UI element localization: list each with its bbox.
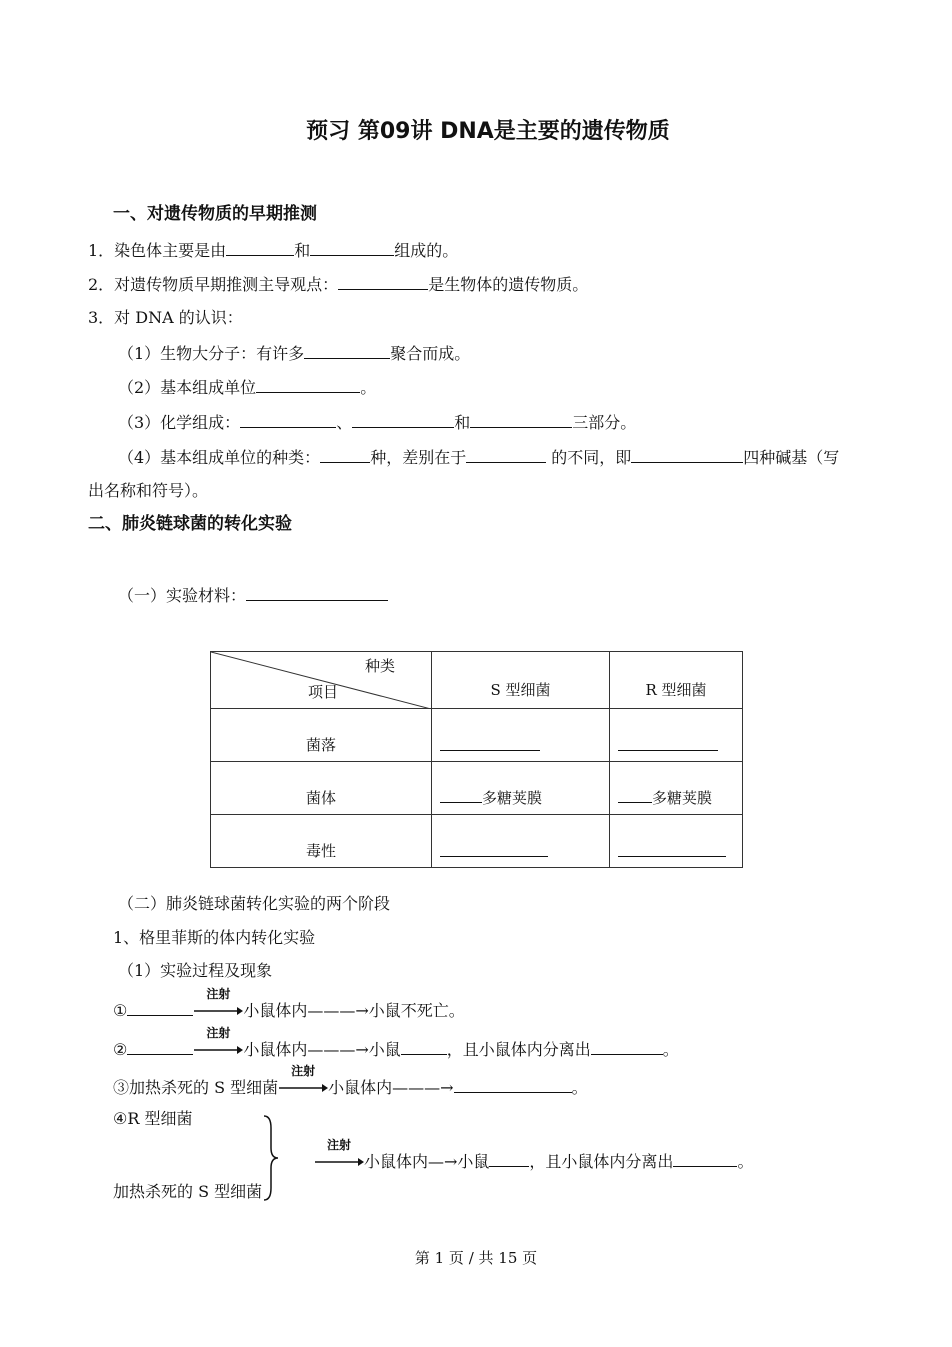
answer-blank[interactable] (618, 734, 718, 751)
page-title: 预习 第09讲 DNA是主要的遗传物质 (306, 119, 670, 144)
question-3-3: （3）化学组成： 、 和 三部分。 (118, 413, 637, 432)
row-label: 毒性 (211, 815, 432, 868)
question-3-4: （4）基本组成单位的种类： 种，差别在于 的不同，即 四种碱基（写 (118, 448, 840, 467)
table-cell (432, 815, 610, 868)
experiment-3: ③加热杀死的 S 型细菌 注射 小鼠体内———→ 。 (113, 1064, 588, 1097)
answer-blank[interactable] (127, 1038, 193, 1055)
answer-blank[interactable] (454, 1076, 572, 1093)
answer-blank[interactable] (673, 1150, 737, 1167)
inject-arrow: 注射 (193, 1002, 243, 1016)
table-cell (610, 815, 743, 868)
brace-icon (262, 1114, 282, 1202)
bacteria-comparison-table (210, 651, 743, 868)
answer-blank[interactable] (618, 840, 726, 857)
table-corner-cell (211, 652, 432, 709)
answer-blank[interactable] (304, 342, 390, 359)
section-heading-2: 二、肺炎链球菌的转化实验 (88, 514, 292, 534)
answer-blank[interactable] (256, 376, 360, 393)
answer-blank[interactable] (338, 273, 428, 290)
corner-label-bottom: 项目 (308, 683, 339, 701)
answer-blank[interactable] (401, 1038, 447, 1055)
inject-arrow: 注射 (193, 1041, 243, 1055)
answer-blank[interactable] (470, 411, 572, 428)
answer-blank[interactable] (618, 786, 652, 803)
column-header-s: S 型细菌 (432, 652, 610, 709)
experiment-4-line1: ④R 型细菌 (113, 1109, 193, 1128)
answer-blank[interactable] (226, 239, 294, 256)
corner-label-top: 种类 (365, 657, 396, 675)
answer-blank[interactable] (352, 411, 454, 428)
question-3-1: （1）生物大分子：有许多 聚合而成。 (118, 344, 471, 363)
inject-arrow: 注射 (314, 1153, 364, 1167)
answer-blank[interactable] (440, 734, 540, 751)
table-cell (610, 709, 743, 762)
experiment-4-line2: 加热杀死的 S 型细菌 (113, 1182, 263, 1201)
table-row (211, 709, 743, 762)
material-line: （一）实验材料： (118, 584, 388, 606)
table-row (211, 815, 743, 868)
question-1: 1．染色体主要是由 和 组成的。 (88, 241, 459, 260)
table-cell (432, 709, 610, 762)
table-row (211, 762, 743, 815)
answer-blank[interactable] (320, 446, 370, 463)
question-3-4-continuation: 出名称和符号）。 (88, 481, 209, 500)
inject-arrow: 注射 (278, 1079, 328, 1093)
question-3: 3．对 DNA 的认识： (88, 308, 243, 327)
answer-blank[interactable] (440, 840, 548, 857)
answer-blank[interactable] (440, 786, 482, 803)
question-3-2: （2）基本组成单位 。 (118, 378, 377, 397)
experiment-4-result: 注射 小鼠体内—→小鼠 ，且小鼠体内分离出 。 (314, 1150, 753, 1172)
answer-blank[interactable] (466, 446, 546, 463)
answer-blank[interactable] (631, 446, 743, 463)
column-header-r: R 型细菌 (610, 652, 743, 709)
stages-heading: （二）肺炎链球菌转化实验的两个阶段 (118, 894, 391, 913)
experiment-1: ① 注射 小鼠体内———→小鼠不死亡。 (113, 987, 465, 1020)
question-2: 2．对遗传物质早期推测主导观点： 是生物体的遗传物质。 (88, 275, 589, 294)
answer-blank[interactable] (310, 239, 394, 256)
answer-blank[interactable] (246, 584, 388, 601)
answer-blank[interactable] (127, 999, 193, 1016)
table-cell: 多糖荚膜 (432, 762, 610, 815)
answer-blank[interactable] (240, 411, 336, 428)
answer-blank[interactable] (591, 1038, 663, 1055)
row-label: 菌体 (211, 762, 432, 815)
row-label: 菌落 (211, 709, 432, 762)
griffith-heading: 1、格里菲斯的体内转化实验 (113, 928, 316, 947)
process-heading: （1）实验过程及现象 (118, 961, 273, 980)
table-cell: 多糖荚膜 (610, 762, 743, 815)
experiment-2: ② 注射 小鼠体内———→小鼠 ，且小鼠体内分离出 。 (113, 1026, 679, 1059)
section-heading-1: 一、对遗传物质的早期推测 (113, 204, 317, 224)
answer-blank[interactable] (489, 1150, 529, 1167)
page-footer: 第 1 页 / 共 15 页 (414, 1249, 538, 1267)
